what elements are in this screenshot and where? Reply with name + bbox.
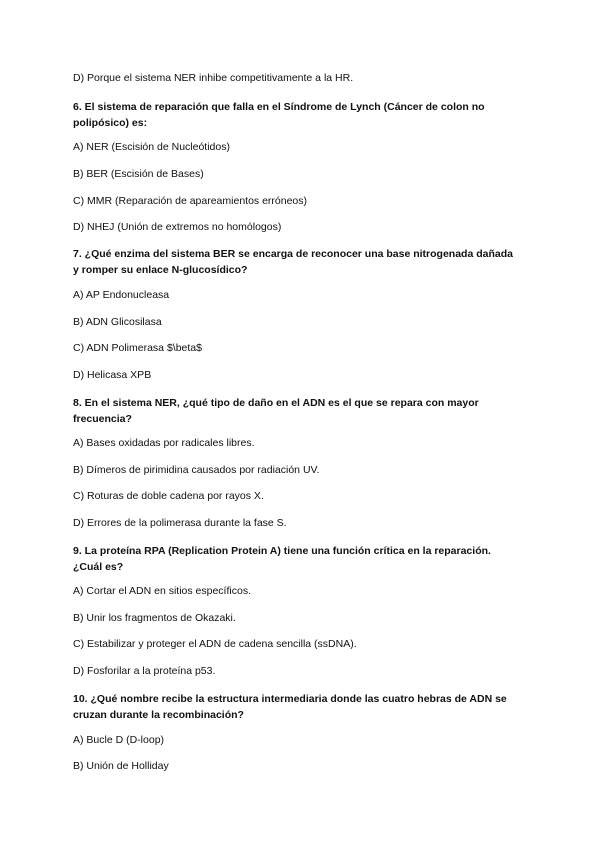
q7-option-c: C) ADN Polimerasa $\beta$ — [73, 342, 202, 354]
q6-option-d: D) NHEJ (Unión de extremos no homólogos) — [73, 221, 282, 233]
question-6: 6. El sistema de reparación que falla en el Síndrome de Lynch (Cáncer de colon no polipósico) es: — [73, 101, 485, 129]
question-9: 9. La proteína RPA (Replication Protein A) tiene una función crítica en la reparación. ¿Cuál es? — [73, 545, 491, 573]
q7-option-b: B) ADN Glicosilasa — [73, 316, 162, 328]
q8-option-c: C) Roturas de doble cadena por rayos X. — [73, 490, 264, 502]
question-8: 8. En el sistema NER, ¿qué tipo de daño en el ADN es el que se repara con mayor frecuencia? — [73, 397, 479, 425]
q8-option-b: B) Dímeros de pirimidina causados por radiación UV. — [73, 464, 320, 476]
q9-option-a: A) Cortar el ADN en sitios específicos. — [73, 585, 251, 597]
q6-option-a: A) NER (Escisión de Nucleótidos) — [73, 141, 230, 153]
question-7: 7. ¿Qué enzima del sistema BER se encarga de reconocer una base nitrogenada dañada y romper su enlace N-glucosídico? — [73, 248, 513, 276]
q8-option-d: D) Errores de la polimerasa durante la fase S. — [73, 517, 287, 529]
q6-option-c: C) MMR (Reparación de apareamientos erróneos) — [73, 195, 308, 207]
q9-option-c: C) Estabilizar y proteger el ADN de cadena sencilla (ssDNA). — [73, 638, 357, 650]
q10-option-b: B) Unión de Holliday — [73, 760, 169, 772]
q7-option-d: D) Helicasa XPB — [73, 369, 152, 381]
q9-option-b: B) Unir los fragmentos de Okazaki. — [73, 612, 236, 624]
q8-option-a: A) Bases oxidadas por radicales libres. — [73, 437, 255, 449]
prev-option-d: D) Porque el sistema NER inhibe competitivamente a la HR. — [73, 72, 354, 84]
q10-option-a: A) Bucle D (D-loop) — [73, 734, 165, 746]
q9-option-d: D) Fosforilar a la proteína p53. — [73, 665, 216, 677]
q6-option-b: B) BER (Escisión de Bases) — [73, 168, 204, 180]
question-10: 10. ¿Qué nombre recibe la estructura intermediaria donde las cuatro hebras de ADN se cruzan durante la recombinación? — [73, 693, 507, 721]
q7-option-a: A) AP Endonucleasa — [73, 289, 170, 301]
